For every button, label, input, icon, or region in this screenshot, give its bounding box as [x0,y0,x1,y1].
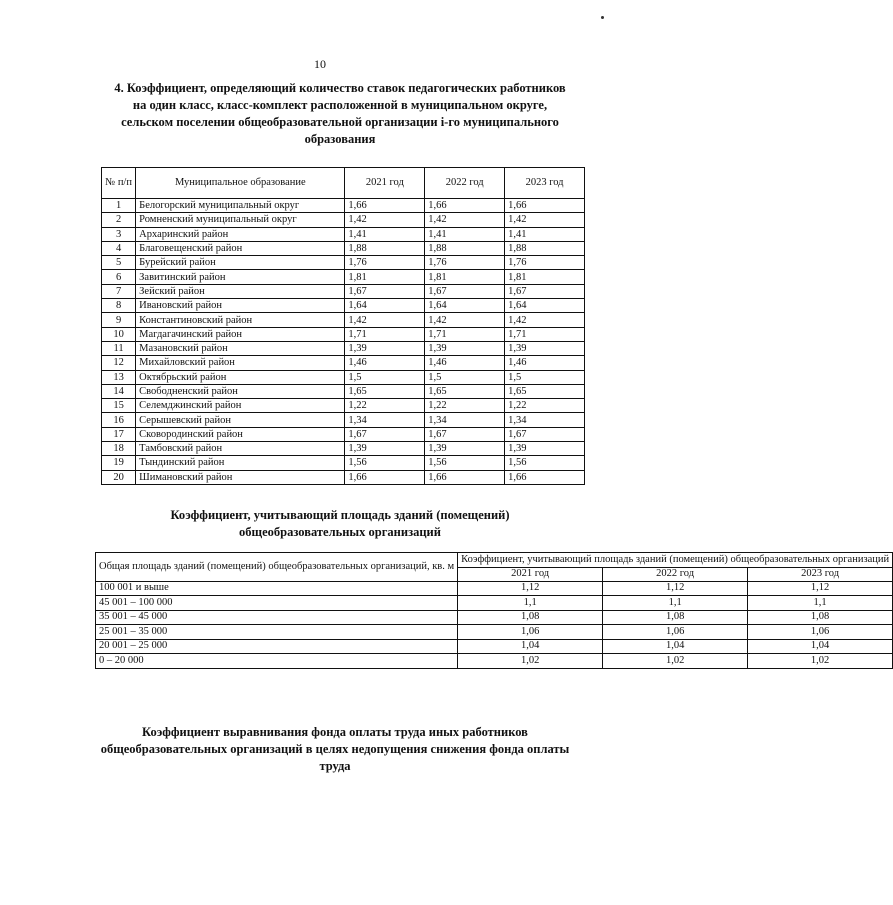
value-2022: 1,56 [425,456,505,470]
section-title-teacher-rates: 4. Коэффициент, определяющий количество ставок педагогических работников на один класс, класс-комплект расположенной в муниципальном округе, сельском поселении общеобразовательной организации i-го муниципального образования [114,81,566,146]
table-row [102,341,585,355]
column-header-2022: 2022 год [425,168,505,199]
table-row [96,639,893,654]
table-row [102,356,585,370]
table-row [102,470,585,484]
value-2021: 1,65 [345,384,425,398]
table-row [102,413,585,427]
value-2023: 1,88 [505,241,585,255]
value-2023: 1,67 [505,284,585,298]
value-2021: 1,88 [345,241,425,255]
value-2021: 1,1 [458,596,603,611]
value-2022: 1,1 [603,596,748,611]
value-2021: 1,41 [345,227,425,241]
row-number: 8 [102,299,136,313]
row-number: 11 [102,341,136,355]
area-range: 20 001 – 25 000 [96,639,458,654]
scan-speck [601,16,604,19]
municipality-name: Бурейский район [136,256,345,270]
value-2022: 1,41 [425,227,505,241]
table-row [102,199,585,213]
row-number: 16 [102,413,136,427]
table-row [102,384,585,398]
value-2022: 1,39 [425,341,505,355]
value-2022: 1,04 [603,639,748,654]
value-2022: 1,67 [425,284,505,298]
area-range: 35 001 – 45 000 [96,610,458,625]
value-2021: 1,06 [458,625,603,640]
table-row [102,327,585,341]
value-2023: 1,39 [505,442,585,456]
area-range: 0 – 20 000 [96,654,458,669]
municipality-name: Тамбовский район [136,442,345,456]
municipality-name: Селемджинский район [136,399,345,413]
table-row [102,427,585,441]
value-2022: 1,08 [603,610,748,625]
municipality-name: Октябрьский район [136,370,345,384]
table-row [102,399,585,413]
table-row [102,241,585,255]
value-2023: 1,34 [505,413,585,427]
value-2023: 1,39 [505,341,585,355]
area-range: 25 001 – 35 000 [96,625,458,640]
column-header-coefficient: Коэффициент, учитывающий площадь зданий (помещений) общеобразовательных организаций [458,553,893,568]
table-header-row [102,168,585,199]
value-2023: 1,42 [505,313,585,327]
municipality-name: Ромненский муниципальный округ [136,213,345,227]
column-header-2021: 2021 год [345,168,425,199]
value-2021: 1,66 [345,470,425,484]
municipality-name: Зейский район [136,284,345,298]
value-2022: 1,39 [425,442,505,456]
teacher-rates-table [101,167,585,485]
value-2021: 1,39 [345,341,425,355]
municipality-name: Михайловский район [136,356,345,370]
value-2022: 1,66 [425,470,505,484]
value-2022: 1,65 [425,384,505,398]
value-2021: 1,67 [345,427,425,441]
row-number: 2 [102,213,136,227]
value-2023: 1,08 [748,610,893,625]
table-row [102,284,585,298]
table-row [102,227,585,241]
value-2023: 1,1 [748,596,893,611]
page-number: 10 [314,57,326,71]
table-row [102,442,585,456]
column-header-2023: 2023 год [505,168,585,199]
value-2021: 1,12 [458,581,603,596]
municipality-name: Константиновский район [136,313,345,327]
value-2023: 1,56 [505,456,585,470]
row-number: 19 [102,456,136,470]
value-2022: 1,76 [425,256,505,270]
municipality-name: Белогорский муниципальный округ [136,199,345,213]
municipality-name: Сковородинский район [136,427,345,441]
value-2022: 1,66 [425,199,505,213]
value-2023: 1,06 [748,625,893,640]
table-row [102,256,585,270]
table-row [96,654,893,669]
value-2022: 1,12 [603,581,748,596]
value-2023: 1,65 [505,384,585,398]
value-2023: 1,46 [505,356,585,370]
row-number: 1 [102,199,136,213]
value-2023: 1,22 [505,399,585,413]
row-number: 17 [102,427,136,441]
table-row [96,610,893,625]
row-number: 6 [102,270,136,284]
municipality-name: Мазановский район [136,341,345,355]
value-2021: 1,39 [345,442,425,456]
row-number: 13 [102,370,136,384]
row-number: 10 [102,327,136,341]
value-2022: 1,46 [425,356,505,370]
value-2022: 1,71 [425,327,505,341]
value-2021: 1,42 [345,213,425,227]
value-2023: 1,12 [748,581,893,596]
section-title-payroll-equalization: Коэффициент выравнивания фонда оплаты труда иных работников общеобразовательных организаций в целях недопущения снижения фонда оплаты труда [100,725,570,773]
value-2022: 1,42 [425,213,505,227]
table-row [96,596,893,611]
value-2021: 1,56 [345,456,425,470]
column-header-2021: 2021 год [458,568,603,582]
building-area-table-body [96,581,893,668]
column-header-number: № п/п [102,168,136,199]
value-2021: 1,71 [345,327,425,341]
municipality-name: Свободненский район [136,384,345,398]
value-2021: 1,34 [345,413,425,427]
municipality-name: Шимановский район [136,470,345,484]
municipality-name: Архаринский район [136,227,345,241]
table-row [96,625,893,640]
table-row [102,213,585,227]
value-2022: 1,88 [425,241,505,255]
value-2021: 1,04 [458,639,603,654]
row-number: 7 [102,284,136,298]
value-2022: 1,06 [603,625,748,640]
value-2023: 1,64 [505,299,585,313]
value-2021: 1,81 [345,270,425,284]
row-number: 18 [102,442,136,456]
table-row [102,370,585,384]
row-number: 4 [102,241,136,255]
municipality-name: Завитинский район [136,270,345,284]
value-2022: 1,64 [425,299,505,313]
table-row [102,299,585,313]
value-2023: 1,41 [505,227,585,241]
row-number: 5 [102,256,136,270]
value-2022: 1,02 [603,654,748,669]
value-2023: 1,66 [505,199,585,213]
value-2023: 1,04 [748,639,893,654]
section-title-building-area: Коэффициент, учитывающий площадь зданий (помещений) общеобразовательных организаций [170,508,510,539]
table-header-row [96,553,893,568]
value-2021: 1,67 [345,284,425,298]
row-number: 3 [102,227,136,241]
value-2023: 1,02 [748,654,893,669]
row-number: 12 [102,356,136,370]
row-number: 9 [102,313,136,327]
value-2021: 1,5 [345,370,425,384]
building-area-table [95,552,893,669]
row-number: 20 [102,470,136,484]
value-2021: 1,46 [345,356,425,370]
area-range: 45 001 – 100 000 [96,596,458,611]
municipality-name: Благовещенский район [136,241,345,255]
value-2023: 1,71 [505,327,585,341]
value-2023: 1,66 [505,470,585,484]
value-2021: 1,64 [345,299,425,313]
municipality-name: Магдагачинский район [136,327,345,341]
column-header-municipality: Муниципальное образование [136,168,345,199]
value-2022: 1,34 [425,413,505,427]
table-row [96,581,893,596]
value-2023: 1,76 [505,256,585,270]
value-2021: 1,66 [345,199,425,213]
municipality-name: Тындинский район [136,456,345,470]
value-2022: 1,42 [425,313,505,327]
value-2022: 1,81 [425,270,505,284]
value-2021: 1,76 [345,256,425,270]
value-2021: 1,22 [345,399,425,413]
value-2023: 1,5 [505,370,585,384]
area-range: 100 001 и выше [96,581,458,596]
column-header-area: Общая площадь зданий (помещений) общеобразовательных организаций, кв. м [96,553,458,582]
row-number: 15 [102,399,136,413]
value-2022: 1,22 [425,399,505,413]
teacher-rates-table-body [102,199,585,485]
column-header-2023: 2023 год [748,568,893,582]
column-header-2022: 2022 год [603,568,748,582]
table-row [102,456,585,470]
municipality-name: Серышевский район [136,413,345,427]
value-2021: 1,08 [458,610,603,625]
value-2022: 1,5 [425,370,505,384]
municipality-name: Ивановский район [136,299,345,313]
table-row [102,270,585,284]
value-2021: 1,02 [458,654,603,669]
value-2023: 1,42 [505,213,585,227]
value-2022: 1,67 [425,427,505,441]
value-2021: 1,42 [345,313,425,327]
value-2023: 1,67 [505,427,585,441]
table-row [102,313,585,327]
value-2023: 1,81 [505,270,585,284]
row-number: 14 [102,384,136,398]
